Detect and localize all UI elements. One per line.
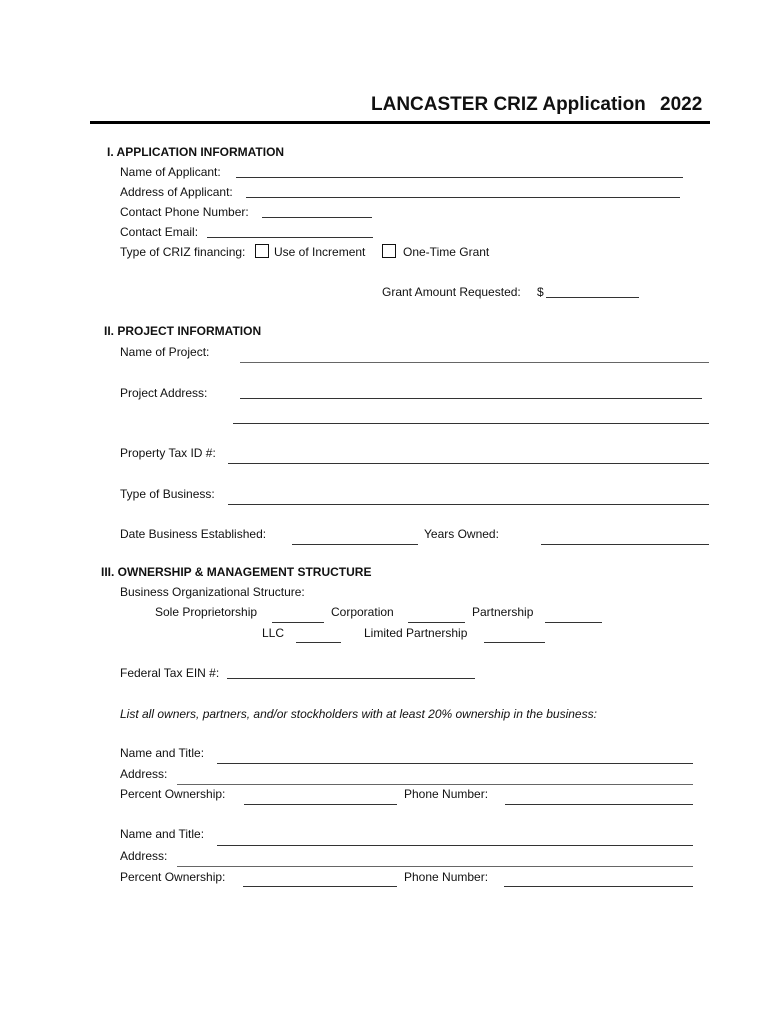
- use-of-increment-checkbox[interactable]: [255, 244, 269, 258]
- owner-2-address-field[interactable]: [177, 866, 693, 867]
- contact-phone-label: Contact Phone Number:: [120, 205, 249, 219]
- llc-field[interactable]: [296, 642, 341, 643]
- years-owned-label: Years Owned:: [424, 527, 499, 541]
- corporation-field[interactable]: [408, 622, 465, 623]
- date-established-field[interactable]: [292, 544, 418, 545]
- project-name-field[interactable]: [240, 362, 709, 363]
- owner-1-name-title-field[interactable]: [217, 763, 693, 764]
- owner-1-percent-label: Percent Ownership:: [120, 787, 226, 801]
- years-owned-field[interactable]: [541, 544, 709, 545]
- partnership-field[interactable]: [545, 622, 602, 623]
- form-title: LANCASTER CRIZ Application: [371, 94, 646, 115]
- sole-proprietorship-label: Sole Proprietorship: [155, 605, 258, 619]
- project-address-field-line-2[interactable]: [233, 423, 709, 424]
- header-rule: [90, 121, 710, 124]
- owner-2-phone-label: Phone Number:: [404, 870, 489, 884]
- one-time-grant-label: One-Time Grant: [403, 245, 490, 259]
- project-name-label: Name of Project:: [120, 345, 210, 359]
- owner-2-percent-field[interactable]: [243, 886, 397, 887]
- property-tax-id-field[interactable]: [228, 463, 709, 464]
- owner-1-percent-field[interactable]: [244, 804, 397, 805]
- owner-2-percent-label: Percent Ownership:: [120, 870, 226, 884]
- owner-2-address-label: Address:: [120, 849, 168, 863]
- applicant-address-field[interactable]: [246, 197, 680, 198]
- owner-1-phone-field[interactable]: [505, 804, 693, 805]
- limited-partnership-field[interactable]: [484, 642, 545, 643]
- federal-ein-field[interactable]: [227, 678, 475, 679]
- limited-partnership-label: Limited Partnership: [364, 626, 468, 640]
- applicant-address-label: Address of Applicant:: [120, 185, 233, 199]
- contact-email-field[interactable]: [207, 237, 373, 238]
- property-tax-id-label: Property Tax ID #:: [120, 446, 216, 460]
- llc-label: LLC: [262, 626, 285, 640]
- applicant-name-field[interactable]: [236, 177, 683, 178]
- federal-ein-label: Federal Tax EIN #:: [120, 666, 220, 680]
- corporation-label: Corporation: [331, 605, 394, 619]
- section-3-heading: III. OWNERSHIP & MANAGEMENT STRUCTURE: [101, 565, 372, 579]
- currency-symbol: $: [537, 285, 544, 299]
- grant-amount-label: Grant Amount Requested:: [382, 285, 521, 299]
- owner-1-address-field[interactable]: [177, 784, 693, 785]
- org-structure-label: Business Organizational Structure:: [120, 585, 305, 599]
- one-time-grant-checkbox[interactable]: [382, 244, 396, 258]
- owner-2-name-title-label: Name and Title:: [120, 827, 205, 841]
- business-type-label: Type of Business:: [120, 487, 215, 501]
- date-established-label: Date Business Established:: [120, 527, 267, 541]
- contact-email-label: Contact Email:: [120, 225, 199, 239]
- partnership-label: Partnership: [472, 605, 534, 619]
- form-year: 2022: [660, 94, 703, 115]
- section-1-heading: I. APPLICATION INFORMATION: [107, 145, 285, 159]
- contact-phone-field[interactable]: [262, 217, 372, 218]
- owners-instruction: List all owners, partners, and/or stockholders with at least 20% ownership in the business:: [120, 707, 597, 721]
- financing-type-label: Type of CRIZ financing:: [120, 245, 246, 259]
- project-address-field-line-1[interactable]: [240, 398, 702, 399]
- project-address-label: Project Address:: [120, 386, 208, 400]
- owner-1-name-title-label: Name and Title:: [120, 746, 205, 760]
- applicant-name-label: Name of Applicant:: [120, 165, 221, 179]
- owner-1-phone-label: Phone Number:: [404, 787, 489, 801]
- use-of-increment-label: Use of Increment: [274, 245, 366, 259]
- business-type-field[interactable]: [228, 504, 709, 505]
- owner-2-phone-field[interactable]: [504, 886, 693, 887]
- owner-2-name-title-field[interactable]: [217, 845, 693, 846]
- section-2-heading: II. PROJECT INFORMATION: [104, 324, 262, 338]
- owner-1-address-label: Address:: [120, 767, 168, 781]
- grant-amount-field[interactable]: [546, 297, 639, 298]
- sole-proprietorship-field[interactable]: [272, 622, 324, 623]
